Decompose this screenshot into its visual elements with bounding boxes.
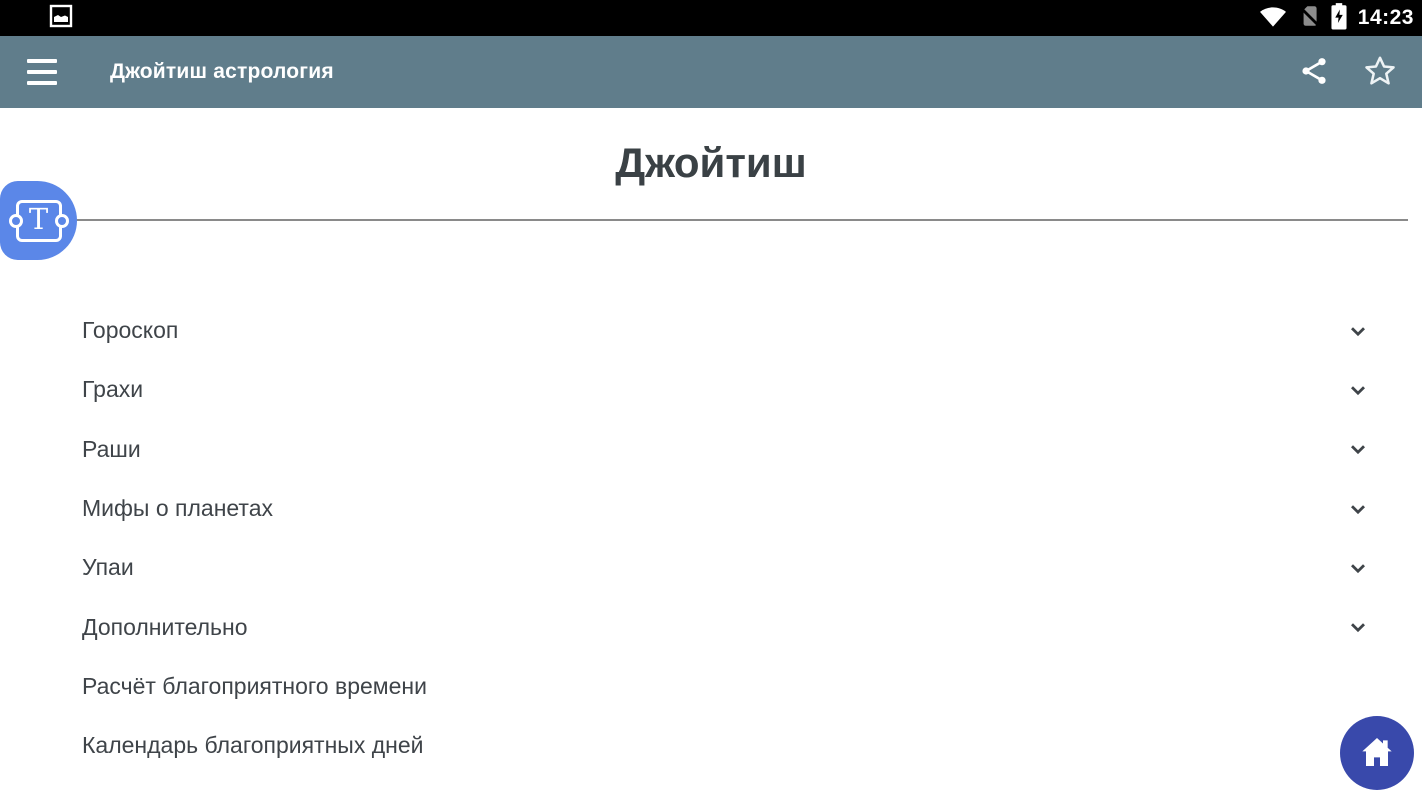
app-bar-title: Джойтиш астрология xyxy=(110,60,334,83)
menu-item-label: Грахи xyxy=(82,376,144,403)
home-fab[interactable] xyxy=(1340,716,1414,790)
status-bar xyxy=(0,0,1422,36)
chevron-down-icon xyxy=(1346,378,1370,402)
menu-item-horoscope[interactable] xyxy=(0,301,1422,360)
hamburger-menu-icon xyxy=(27,59,57,63)
chevron-down-icon xyxy=(1346,556,1370,580)
chevron-down-icon xyxy=(1346,319,1370,343)
hamburger-menu-button[interactable] xyxy=(27,59,57,85)
menu-list xyxy=(0,301,1422,775)
chevron-down-icon xyxy=(1346,497,1370,521)
favorite-button[interactable] xyxy=(1362,53,1398,92)
app-bar xyxy=(0,36,1422,108)
menu-item-label: Гороскоп xyxy=(82,317,179,344)
heading-divider xyxy=(0,219,1408,221)
share-button[interactable] xyxy=(1298,55,1330,90)
page-title: Джойтиш xyxy=(615,139,807,186)
text-size-icon: T xyxy=(16,200,62,242)
menu-item-grahas[interactable] xyxy=(0,360,1422,419)
menu-item-auspicious-time-calc[interactable] xyxy=(0,657,1422,716)
menu-item-label: Мифы о планетах xyxy=(82,495,273,522)
menu-item-additional[interactable] xyxy=(0,597,1422,656)
star-outline-icon xyxy=(1362,53,1398,92)
chevron-down-icon xyxy=(1346,615,1370,639)
home-icon xyxy=(1357,732,1397,775)
chevron-down-icon xyxy=(1346,437,1370,461)
status-time: 14:23 xyxy=(1357,6,1414,29)
menu-item-label: Расчёт благоприятного времени xyxy=(82,672,427,699)
wifi-icon xyxy=(1258,3,1288,34)
menu-item-rashi[interactable] xyxy=(0,420,1422,479)
menu-item-label: Раши xyxy=(82,435,141,462)
menu-item-label: Дополнительно xyxy=(82,613,248,640)
menu-item-label: Упаи xyxy=(82,554,134,581)
text-size-fab[interactable] xyxy=(0,181,77,260)
menu-item-label: Календарь благоприятных дней xyxy=(82,732,424,759)
battery-charging-icon xyxy=(1330,2,1348,35)
menu-item-auspicious-days-calendar[interactable] xyxy=(0,716,1422,775)
no-sim-icon xyxy=(1296,3,1322,34)
menu-item-planet-myths[interactable] xyxy=(0,479,1422,538)
image-notification-icon xyxy=(48,3,74,34)
menu-item-upaya[interactable] xyxy=(0,538,1422,597)
share-icon xyxy=(1298,55,1330,90)
